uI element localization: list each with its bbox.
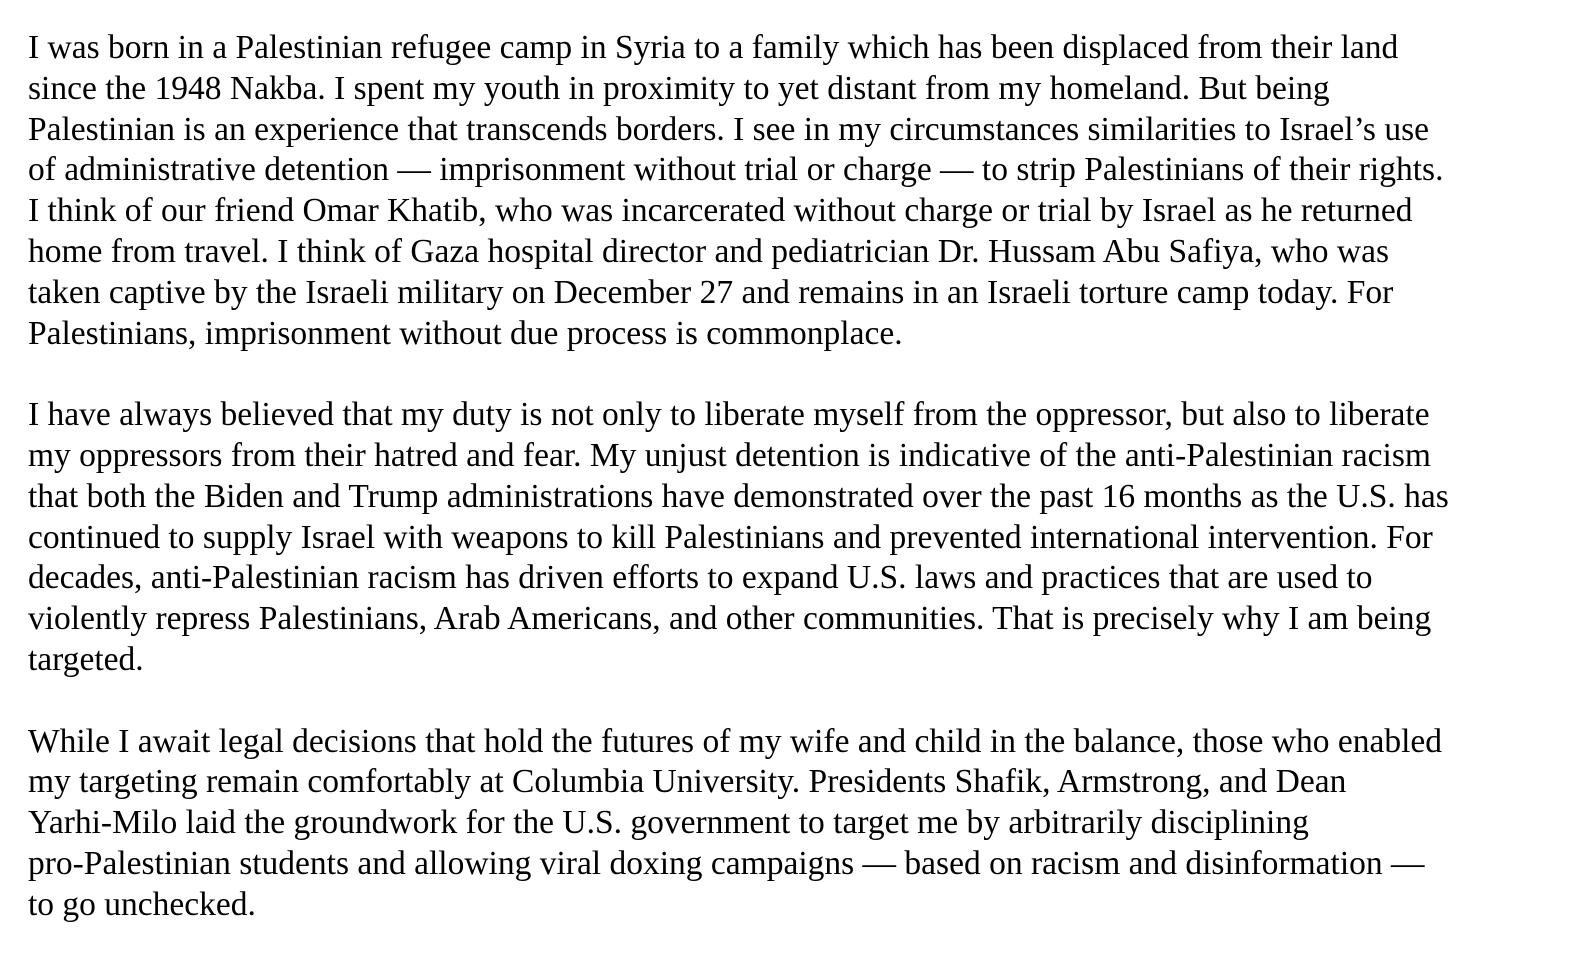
paragraph-1: I was born in a Palestinian refugee camp in Syria to a family which has been displaced from their land since the 1948 Nakba. I spent my youth in proximity to yet distant from my homeland. But being Palestinian is an experience that transcends borders. I see in my circumstances similarities to Israel’s use of administrative detention — imprisonment without trial or charge — to strip Palestinians of their rights. I think of our friend Omar Khatib, who was incarcerated without charge or trial by Israel as he returned home from travel. I think of Gaza hospital director and pediatrician Dr. Hussam Abu Safiya, who was taken captive by the Israeli military on December 27 and remains in an Israeli torture camp today. For Palestinians, imprisonment without due process is commonplace. [28, 29, 1444, 352]
paragraph-2: I have always believed that my duty is not only to liberate myself from the oppressor, but also to liberate my oppressors from their hatred and fear. My unjust detention is indicative of the anti-Palestinian racism that both the Biden and Trump administrations have demonstrated over the past 16 months as the U.S. has continued to supply Israel with weapons to kill Palestinians and prevented international intervention. For decades, anti-Palestinian racism has driven efforts to expand U.S. laws and practices that are used to violently repress Palestinians, Arab Americans, and other communities. That is precisely why I am being targeted. [28, 396, 1449, 678]
paragraph-3: While I await legal decisions that hold the futures of my wife and child in the balance, those who enabled my targeting remain comfortably at Columbia University. Presidents Shafik, Armstrong, and Dean Yarhi-Milo laid the groundwork for the U.S. government to target me by arbitrarily disciplining pro-Palestinian students and allowing viral doxing campaigns — based on racism and disinformation — to go unchecked. [28, 722, 1443, 923]
